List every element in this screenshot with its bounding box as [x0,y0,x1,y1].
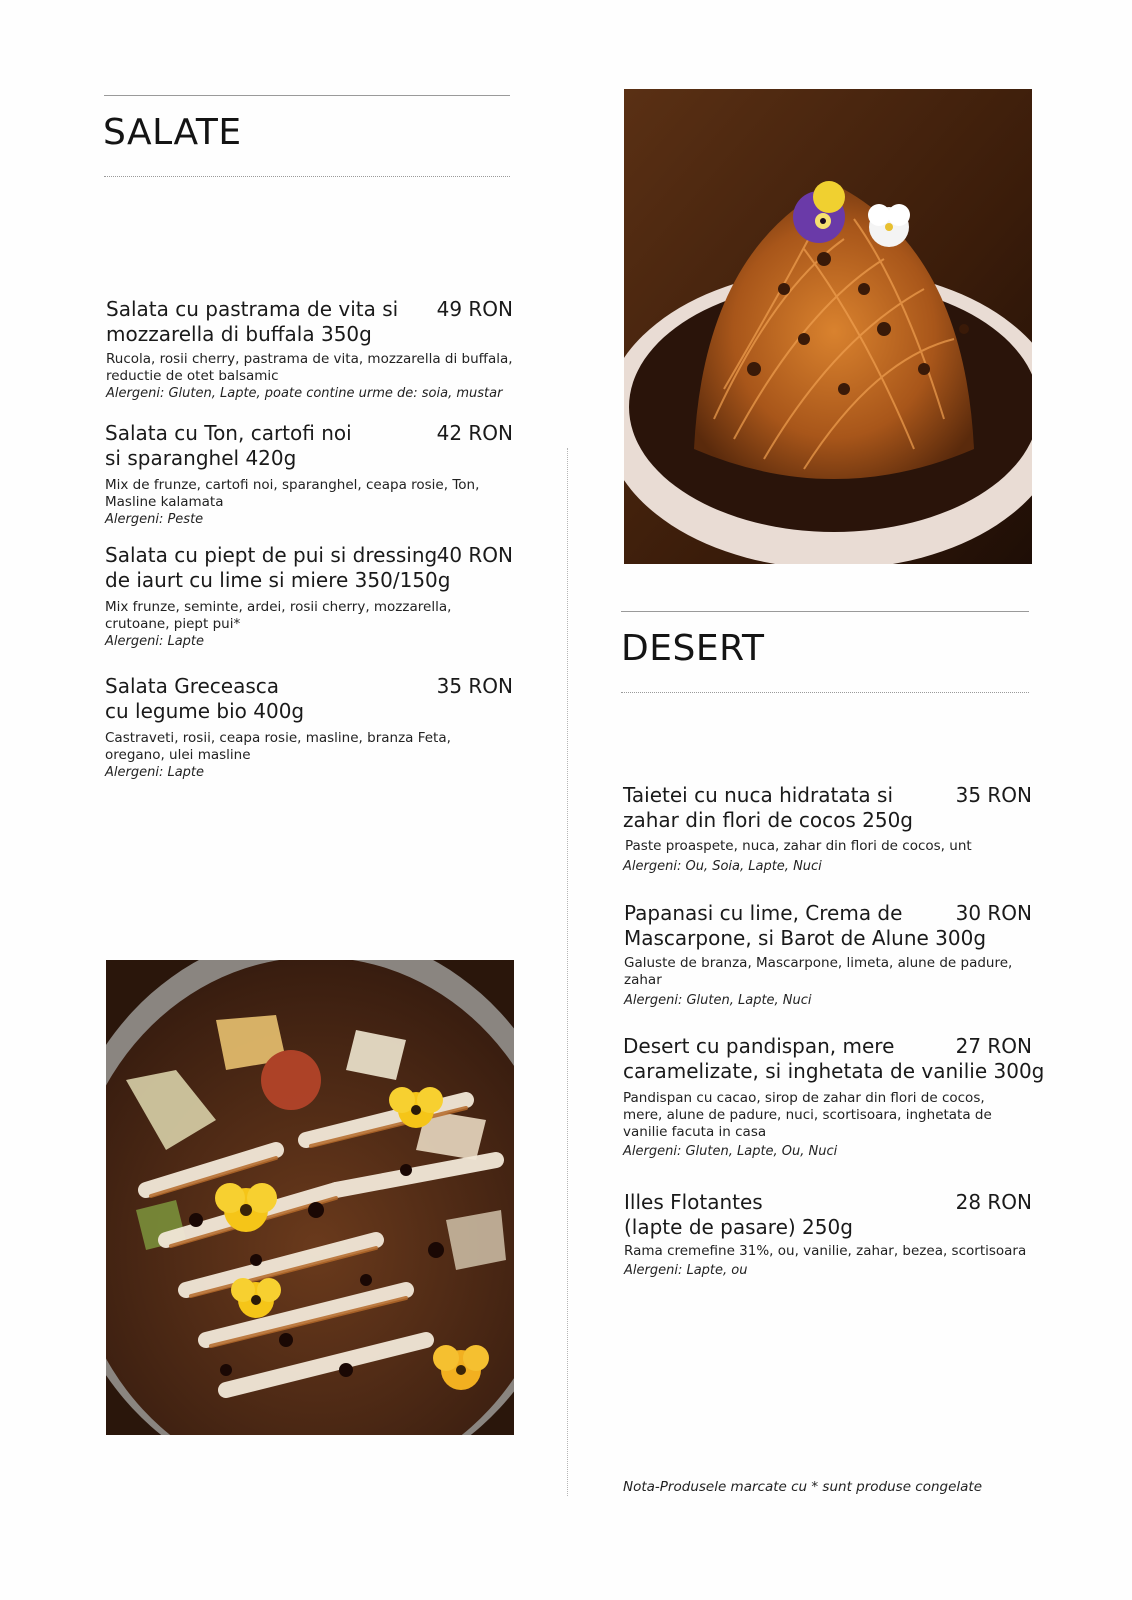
item-name: Taietei cu nuca hidratata si zahar din flori de cocos 250g [623,783,913,832]
pasta-photo [624,89,1032,564]
pasta-illustration [624,89,1032,564]
menu-item [105,674,513,781]
item-allergens: Alergeni: Gluten, Lapte, poate contine urme de: soia, mustar [106,386,503,401]
salate-bottom-rule [104,176,510,177]
frozen-products-note: Nota-Produsele marcate cu * sunt produse congelate [623,1479,983,1495]
item-allergens: Alergeni: Lapte [105,765,205,780]
item-description: Mix de frunze, cartofi noi, sparanghel, ceapa rosie, Ton, Masline kalamata [105,477,480,510]
item-price: 28 RON [955,1190,1032,1214]
salad-illustration [106,960,514,1435]
menu-item [624,1190,1032,1279]
item-allergens: Alergeni: Lapte, ou [624,1263,748,1278]
item-name: Salata Greceasca cu legume bio 400g [105,674,305,723]
item-description: Rucola, rosii cherry, pastrama de vita, mozzarella di buffala, reductie de otet balsamic [106,351,513,384]
item-name: Papanasi cu lime, Crema de Mascarpone, si Barot de Alune 300g [624,901,987,950]
item-price: 35 RON [955,783,1032,807]
menu-item [624,901,1032,1009]
menu-item [623,1034,1045,1160]
item-allergens: Alergeni: Gluten, Lapte, Nuci [624,993,812,1008]
item-name: Salata cu pastrama de vita si mozzarella di buffala 350g [106,297,399,346]
item-price: 49 RON [436,297,513,321]
menu-item [105,543,513,650]
menu-item [623,783,1032,875]
item-description: Paste proaspete, nuca, zahar din flori de cocos, unt [625,838,972,854]
item-price: 30 RON [955,901,1032,925]
item-price: 27 RON [955,1034,1032,1058]
item-description: Pandispan cu cacao, sirop de zahar din flori de cocos, mere, alune de padure, nuci, scortisoara, inghetata de vanilie facuta in casa [623,1090,992,1140]
item-price: 35 RON [436,674,513,698]
item-allergens: Alergeni: Ou, Soia, Lapte, Nuci [623,859,822,874]
menu-item [105,421,513,528]
salate-top-rule [104,95,510,96]
column-divider [567,448,568,1496]
item-price: 42 RON [436,421,513,445]
item-name: Salata cu Ton, cartofi noi si sparanghel 420g [105,421,352,470]
desert-top-rule [621,611,1029,612]
item-allergens: Alergeni: Gluten, Lapte, Ou, Nuci [623,1144,838,1159]
item-description: Rama cremefine 31%, ou, vanilie, zahar, bezea, scortisoara [624,1243,1027,1259]
desert-bottom-rule [621,692,1029,693]
salad-photo [106,960,514,1435]
item-name: Salata cu piept de pui si dressing de iaurt cu lime si miere 350/150g [105,543,451,592]
item-allergens: Alergeni: Lapte [105,634,205,649]
salate-title: SALATE [103,112,242,153]
item-allergens: Alergeni: Peste [105,512,204,527]
item-description: Mix frunze, seminte, ardei, rosii cherry, mozzarella, crutoane, piept pui* [105,599,452,632]
item-description: Castraveti, rosii, ceapa rosie, masline, branza Feta, oregano, ulei masline [105,730,451,763]
item-name: Desert cu pandispan, mere caramelizate, si inghetata de vanilie 300g [623,1034,1045,1083]
menu-item [106,297,513,402]
desert-title: DESERT [621,628,765,669]
item-price: 40 RON [436,543,513,567]
item-description: Galuste de branza, Mascarpone, limeta, alune de padure, zahar [624,955,1013,988]
item-name: Illes Flotantes (lapte de pasare) 250g [624,1190,853,1239]
